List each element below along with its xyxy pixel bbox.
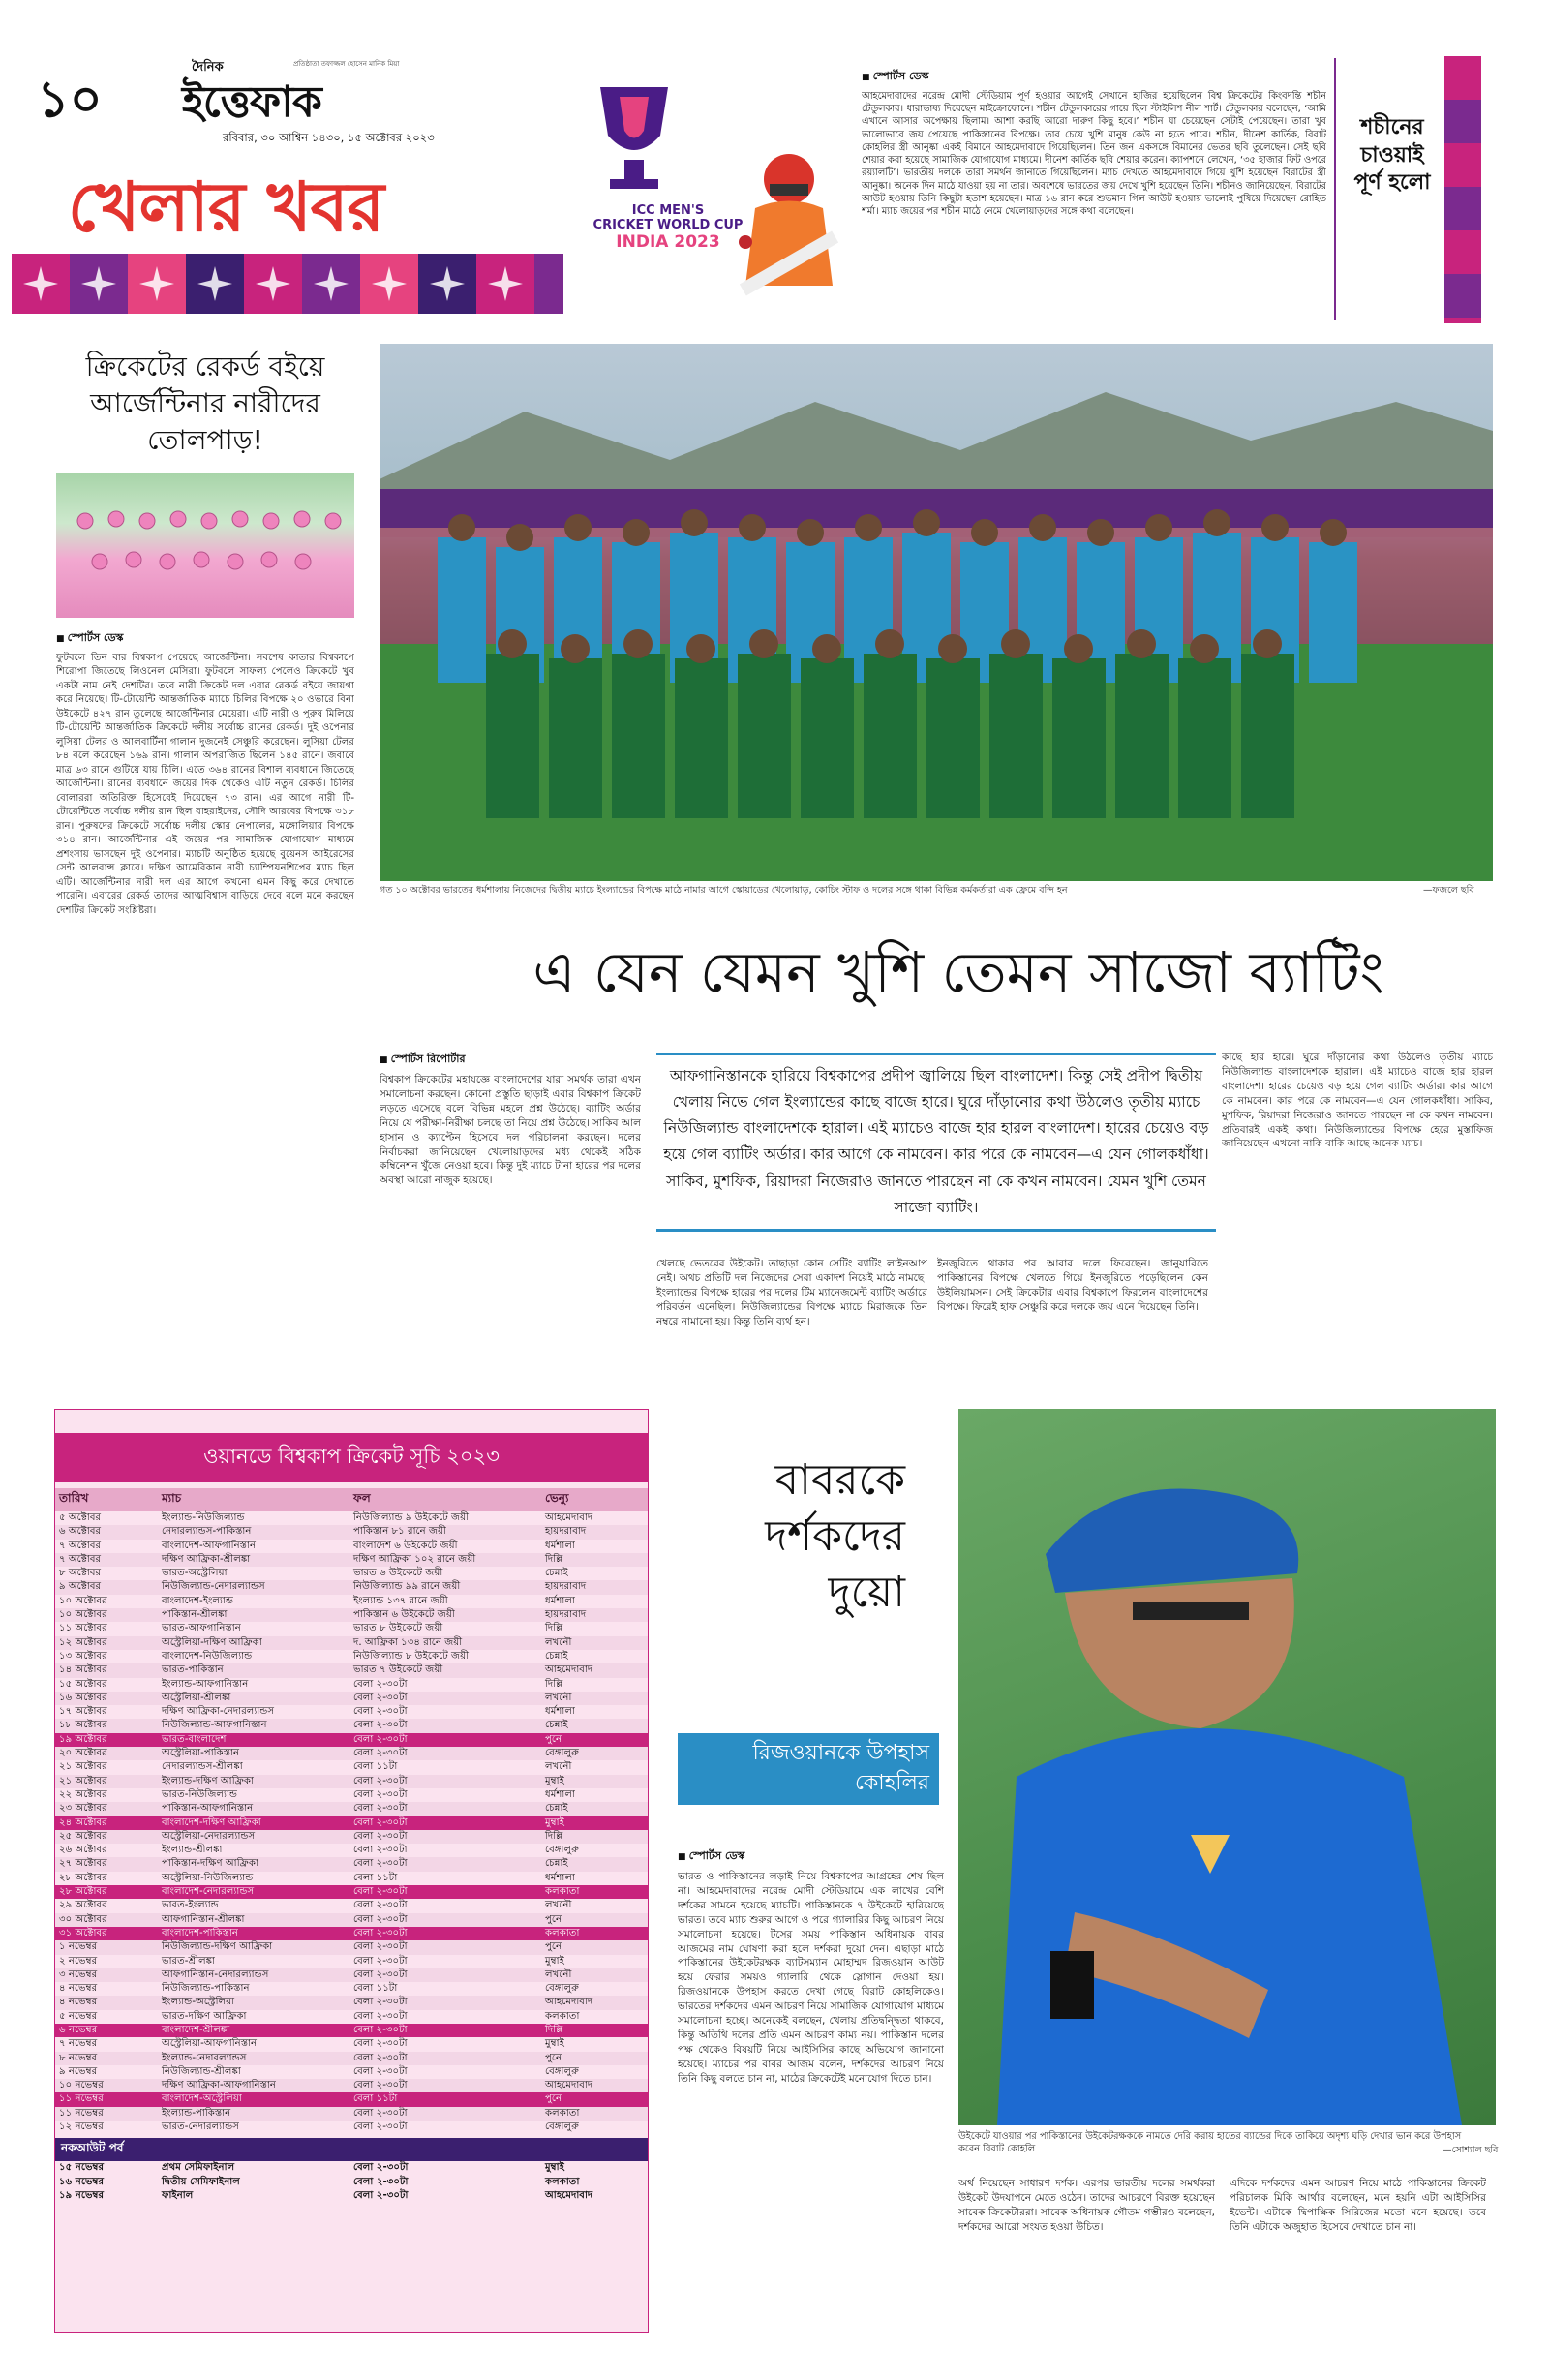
- schedule-venue: মুম্বাই: [545, 1955, 564, 1967]
- table-row: [55, 1927, 648, 1940]
- cup-line1: ICC MEN'S: [631, 203, 705, 218]
- schedule-date: ৬ অক্টোবর: [55, 1525, 158, 1539]
- schedule-match: বাংলাদেশ-আফগানিস্তান: [162, 1540, 257, 1551]
- babar-story-col-b: এদিকে দর্শকদের এমন আচরণ নিয়ে মাঠে পাকিস্তানের ক্রিকেট পরিচালক মিকি আর্থার বলেছেন, মনে হয়নি এটা আইসিসির ইভেন্ট। এটাকে দ্বিপাক্ষিক সিরিজের মতো মনে হয়েছে। তবে তিনি এটাকে অজুহাত হিসেবে দেখাতে চান না।: [1230, 2178, 1486, 2233]
- paper-tagline: প্রতিষ্ঠাতা তফাজ্জল হোসেন মানিক মিয়া: [293, 60, 400, 68]
- schedule-match: অস্ট্রেলিয়া-দক্ষিণ আফ্রিকা: [158, 1636, 349, 1650]
- table-row: [55, 1982, 648, 1996]
- header-pattern-banner: [12, 254, 563, 314]
- schedule-match: নিউজিল্যান্ড-দক্ষিণ আফ্রিকা: [158, 1940, 349, 1954]
- schedule-result: ইংল্যান্ড ১৩৭ রানে জয়ী: [353, 1595, 448, 1606]
- schedule-date: ২৬ অক্টোবর: [59, 1845, 107, 1856]
- knockout-title: নকআউট পর্ব: [55, 2138, 648, 2161]
- schedule-venue: পুনে: [541, 1913, 648, 1927]
- schedule-match: ভারত-আফগানিস্তান: [162, 1623, 241, 1634]
- schedule-match: বাংলাদেশ-নেদারল্যান্ডস: [158, 1885, 349, 1899]
- schedule-result: বেলা ২-৩০টা: [349, 1968, 541, 1982]
- schedule-venue: মুম্বাই: [545, 2162, 564, 2174]
- table-row: [55, 1913, 648, 1927]
- section-title: খেলার খবর: [68, 167, 384, 247]
- schedule-date: ২১ অক্টোবর: [55, 1775, 158, 1788]
- schedule-match: ভারত-পাকিস্তান: [158, 1663, 349, 1677]
- schedule-venue: মুম্বাই: [541, 1775, 648, 1788]
- schedule-match: দক্ষিণ আফ্রিকা-শ্রীলঙ্কা: [158, 1553, 349, 1567]
- schedule-result: বেলা ২-৩০টা: [349, 2052, 541, 2065]
- schedule-result: বেলা ২-৩০টা: [349, 1747, 541, 1760]
- schedule-match: অস্ট্রেলিয়া-আফগানিস্তান: [162, 2038, 258, 2050]
- schedule-venue: হায়দরাবাদ: [541, 1525, 648, 1539]
- page-number: ১০: [37, 70, 103, 129]
- trophy-icon: [571, 77, 697, 203]
- schedule-match: নিউজিল্যান্ড-পাকিস্তান: [162, 1983, 250, 1995]
- schedule-venue: মুম্বাই: [545, 2038, 564, 2050]
- schedule-result: বেলা ২-৩০টা: [349, 2079, 541, 2092]
- schedule-result: বেলা ২-৩০টা: [349, 1692, 541, 1705]
- schedule-result: পাকিস্তান ৮১ রানে জয়ী: [349, 1525, 541, 1539]
- schedule-result: বেলা ২-৩০টা: [353, 2176, 409, 2187]
- schedule-match: দ্বিতীয় সেমিফাইনাল: [162, 2176, 240, 2187]
- table-row: [55, 2065, 648, 2079]
- schedule-result: দ. আফ্রিকা ১৩৪ রানে জয়ী: [349, 1636, 541, 1650]
- schedule-venue: মুম্বাই: [541, 1816, 648, 1830]
- schedule-match: আফগানিস্তান-শ্রীলঙ্কা: [158, 1913, 349, 1927]
- schedule-result: বেলা ২-৩০টা: [353, 2065, 408, 2077]
- schedule-result: ভারত ৭ উইকেটে জয়ী: [349, 1663, 541, 1677]
- table-row: [55, 1636, 648, 1650]
- schedule-match: নেদারল্যান্ডস-পাকিস্তান: [158, 1525, 349, 1539]
- schedule-venue: লখনৌ: [541, 1636, 648, 1650]
- schedule-result: বেলা ২-৩০টা: [349, 1802, 541, 1816]
- table-row: [55, 2037, 648, 2051]
- schedule-header-venue: ভেন্যু: [541, 1488, 648, 1511]
- schedule-result: বেলা ২-৩০টা: [349, 1719, 541, 1732]
- schedule-result: বেলা ২-৩০টা: [353, 1706, 408, 1718]
- pullquote-text: আফগানিস্তানকে হারিয়ে বিশ্বকাপের প্রদীপ জ্বালিয়ে ছিল বাংলাদেশ। কিন্তু সেই প্রদীপ দ্বিতীয় খেলায় নিভে গেল ইংল্যান্ডের কাছে বাজে হারে। ঘুরে দাঁড়ানোর কথা উঠলেও তৃতীয় ম্যাচে নিউজিল্যান্ড বাংলাদেশকে হারাল। এই ম্যাচেও বাজে হার হারল বাংলাদেশ। হারের চেয়েও বড় হয়ে গেল ব্যাটিং অর্ডার। কার আগে কে নামবেন। কার পরে কে নামবেন—এ যেন গোলকধাঁধা। সাকিব, মুশফিক, রিয়াদরা নিজেরাও জানতে পারছেন না কে কখন নামবেন। যেমন খুশি তেমন সাজো ব্যাটিং।: [663, 1067, 1209, 1216]
- babar-story-body: ভারত ও পাকিস্তানের লড়াই নিয়ে বিশ্বকাপের আগ্রহের শেষ ছিল না। আহমেদাবাদের নরেন্দ্র মোদী স্টেডিয়ামে এক লাখের বেশি দর্শকের সামনে হয়েছে ম্যাচটি। পাকিস্তানকে ৭ উইকেটে হারিয়েছে ভারত। তবে ম্যাচ শুরুর আগে ও পরে গ্যালারির কিছু আচরণ নিয়ে সমালোচনা হয়েছে। টসের সময় পাকিস্তান অধিনায়ক বাবর আজমের নাম ঘোষণা করা হলে দর্শকরা দুয়ো দেন। এছাড়া মাঠে পাকিস্তানের উইকেটরক্ষক ব্যাটসম্যান মোহাম্মদ রিজওয়ান আউট হয়ে ফেরার সময়ও গ্যালারি থেকে স্লোগান দেওয়া হয়। রিজওয়ানকে উপহাস করতে দেখা গেছে বিরাট কোহলিকেও। ভারতের দর্শকদের এমন আচরণ নিয়ে সামাজিক যোগাযোগ মাধ্যমে সমালোচনা হচ্ছে। অনেকেই বলছেন, খেলায় প্রতিদ্বন্দ্বিতা থাকবে, কিন্তু অতিথি দলের প্রতি এমন আচরণ কাম্য নয়। পাকিস্তান দলের পক্ষ থেকেও বিষয়টি নিয়ে আইসিসির কাছে অভিযোগ জানানো হয়েছে। ম্যাচের পর বাবর আজম বলেন, দর্শকদের আচরণ নিয়ে তিনি কিছু বলতে চান না, মাঠের ক্রিকেটেই মনোযোগ দিতে চান।: [678, 1871, 944, 2085]
- paper-name: ইত্তেফাক: [182, 77, 321, 127]
- schedule-match: প্রথম সেমিফাইনাল: [162, 2162, 235, 2174]
- schedule-date: ১৭ অক্টোবর: [59, 1706, 107, 1718]
- virat-credit: —সোশ্যাল ছবি: [1443, 2145, 1499, 2155]
- schedule-match: ভারত-বাংলাদেশ: [158, 1733, 349, 1747]
- schedule-date: ২৩ অক্টোবর: [55, 1802, 158, 1816]
- main-story-pullquote: [656, 1053, 1216, 1232]
- schedule-match: নিউজিল্যান্ড-নেদারল্যান্ডস: [158, 1580, 349, 1594]
- main-headline: এ যেন যেমন খুশি তেমন সাজো ব্যাটিং: [532, 939, 1384, 1005]
- schedule-date: ২৮ অক্টোবর: [55, 1885, 158, 1899]
- schedule-match: ইংল্যান্ড-আফগানিস্তান: [162, 1678, 249, 1690]
- masthead: [37, 50, 579, 144]
- schedule-match: অস্ট্রেলিয়া-নিউজিল্যান্ড: [162, 1872, 254, 1883]
- schedule-result: ভারত ৮ উইকেটে জয়ী: [353, 1623, 443, 1634]
- schedule-venue: কলকাতা: [541, 1885, 648, 1899]
- schedule-venue: দিল্লি: [541, 1830, 648, 1844]
- schedule-match: ভারত-অস্ট্রেলিয়া: [162, 1568, 228, 1579]
- schedule-match: ইংল্যান্ড-নিউজিল্যান্ড: [162, 1512, 245, 1523]
- babar-story: [678, 1847, 944, 2359]
- left-story: [56, 629, 354, 1281]
- table-row: [55, 1968, 648, 1982]
- argentina-team-photo: [56, 473, 354, 618]
- schedule-date: ৯ অক্টোবর: [55, 1580, 158, 1594]
- table-row: [55, 2024, 648, 2037]
- table-row: [55, 1525, 648, 1539]
- table-row: [55, 2052, 648, 2065]
- table-row: [55, 1816, 648, 1830]
- schedule-result: দক্ষিণ আফ্রিকা ১০২ রানে জয়ী: [349, 1553, 541, 1567]
- virat-caption: উইকেটে যাওয়ার পর পাকিস্তানের উইকেটরক্ষককে নামতে দেরি করায় হাতের ব্যান্ডের দিকে তাকিয়ে অদৃশ্য ঘড়ি দেখার ভান করে উপহাস করেন বিরাট কোহলি: [958, 2131, 1462, 2155]
- schedule-result: বেলা ২-৩০টা: [349, 1816, 541, 1830]
- schedule-venue: ধর্মশালা: [545, 1788, 575, 1800]
- schedule-venue: পুনে: [541, 2052, 648, 2065]
- top-story-byline: ■ স্পোর্টস ডেস্ক: [862, 68, 1326, 86]
- table-row: [55, 1719, 648, 1732]
- schedule-result: ভারত ৬ উইকেটে জয়ী: [353, 1568, 443, 1579]
- schedule-match: বাংলাদেশ-দক্ষিণ আফ্রিকা: [158, 1816, 349, 1830]
- schedule-table: [55, 1488, 648, 2134]
- table-row: [55, 2010, 648, 2024]
- schedule-date: ১৯ অক্টোবর: [55, 1733, 158, 1747]
- schedule-result: বেলা ২-৩০টা: [349, 1775, 541, 1788]
- schedule-match: পাকিস্তান-শ্রীলঙ্কা: [158, 1608, 349, 1622]
- schedule-result: বেলা ২-৩০টা: [349, 1940, 541, 1954]
- schedule-date: ৭ নভেম্বর: [59, 2038, 98, 2050]
- schedule-date: ৪ নভেম্বর: [55, 1996, 158, 2009]
- table-row: [55, 2176, 648, 2189]
- schedule-match: দক্ষিণ আফ্রিকা-নেদারল্যান্ডস: [162, 1706, 275, 1718]
- schedule-venue: বেঙ্গালুরু: [545, 2065, 579, 2077]
- schedule-venue: বেঙ্গালুরু: [545, 1983, 579, 1995]
- schedule-result: নিউজিল্যান্ড ৯ উইকেটে জয়ী: [353, 1512, 470, 1523]
- table-row: [55, 1608, 648, 1622]
- schedule-venue: কলকাতা: [545, 2176, 580, 2187]
- schedule-result: বেলা ২-৩০টা: [349, 1913, 541, 1927]
- table-row: [55, 1663, 648, 1677]
- schedule-venue: হায়দরাবাদ: [541, 1608, 648, 1622]
- babar-headline: বাবরকে দর্শকদের দুয়ো: [765, 1455, 905, 1618]
- schedule-match: অস্ট্রেলিয়া-নেদারল্যান্ডস: [158, 1830, 349, 1844]
- table-row: [55, 1692, 648, 1705]
- table-row: [55, 1650, 648, 1663]
- schedule-match: অস্ট্রেলিয়া-শ্রীলঙ্কা: [158, 1692, 349, 1705]
- schedule-date: ১৪ অক্টোবর: [55, 1663, 158, 1677]
- schedule-header-result: ফল: [349, 1488, 541, 1511]
- main-story-col1: [380, 1051, 641, 1294]
- schedule-match: ভারত-দক্ষিণ আফ্রিকা: [162, 2010, 247, 2022]
- schedule-date: ২ নভেম্বর: [59, 1955, 98, 1967]
- schedule-date: ১০ অক্টোবর: [55, 1608, 158, 1622]
- schedule-venue: কলকাতা: [541, 1927, 648, 1940]
- schedule-date: ২০ অক্টোবর: [55, 1747, 158, 1760]
- schedule-result: বেলা ২-৩০টা: [349, 1857, 541, 1871]
- schedule-venue: চেন্নাই: [545, 1568, 568, 1579]
- table-row: [55, 1775, 648, 1788]
- schedule-result: বেলা ১১টা: [349, 2092, 541, 2106]
- schedule-venue: পুনে: [541, 1733, 648, 1747]
- babar-story-col-a: অর্থ নিয়েছেন সাধারণ দর্শক। এরপর ভারতীয় দলের সমর্থকরা উইকেট উদযাপনে মেতে ওঠেন। তাদের আচরণে বিরক্ত হয়েছেন সাবেক ক্রিকেটাররা। সাবেক অধিনায়ক গৌতম গম্ভীরও বলেছেন, দর্শকদের আরো সংযত হওয়া উচিত।: [958, 2178, 1215, 2233]
- table-row: [55, 1747, 648, 1760]
- schedule-date: ১৩ অক্টোবর: [59, 1650, 107, 1662]
- schedule-venue: আহমেদাবাদ: [545, 1512, 593, 1523]
- schedule-result: বেলা ১১টা: [353, 1761, 398, 1773]
- column-rule: [1334, 58, 1336, 320]
- schedule-result: নিউজিল্যান্ড ৯৯ রানে জয়ী: [349, 1580, 541, 1594]
- schedule-match: ভারত-শ্রীলঙ্কা: [162, 1955, 215, 1967]
- table-row: [55, 1733, 648, 1747]
- schedule-venue: কলকাতা: [541, 2107, 648, 2121]
- schedule-venue: চেন্নাই: [545, 1650, 568, 1662]
- table-row: [55, 1885, 648, 1899]
- schedule-match: ফাইনাল: [162, 2189, 194, 2201]
- schedule-match: বাংলাদেশ-ইংল্যান্ড: [162, 1595, 234, 1606]
- table-row: [55, 1788, 648, 1802]
- table-row: [55, 2161, 648, 2175]
- schedule-date: ১৬ নভেম্বর: [59, 2176, 105, 2187]
- schedule-venue: আহমেদাবাদ: [541, 2079, 648, 2092]
- team-photo-credit: —ফজলে ছবি: [1423, 885, 1474, 896]
- paper-top-label: দৈনিক: [192, 60, 224, 75]
- table-row: [55, 2121, 648, 2134]
- header-pattern-banner-right: [1444, 56, 1481, 323]
- main-story-col2: খেলছে ভেতরের উইকেট। তাছাড়া কোন সেটিং ব্যাটিং লাইনআপ নেই। অথচ প্রতিটি দল নিজেদের সেরা একাদশ নিয়েই মাঠে নামছে। ইংল্যান্ডের বিপক্ষে হারের পর দলের টিম ম্যানেজমেন্ট ব্যাটিং অর্ডারে পরিবর্তন এনেছিল। নিউজিল্যান্ডের বিপক্ষে ম্যাচে মিরাজকে তিন নম্বরে নামানো হয়। কিন্তু তিনি ব্যর্থ হন।: [656, 1258, 927, 1327]
- schedule-result: বেলা ২-৩০টা: [353, 2121, 408, 2133]
- schedule-match: বাংলাদেশ-নিউজিল্যান্ড: [162, 1650, 253, 1662]
- schedule-match: ইংল্যান্ড-দক্ষিণ আফ্রিকা: [158, 1775, 349, 1788]
- schedule-match: ইংল্যান্ড-অস্ট্রেলিয়া: [158, 1996, 349, 2009]
- schedule-result: বেলা ২-৩০টা: [353, 1955, 408, 1967]
- schedule-date: ৮ অক্টোবর: [59, 1568, 102, 1579]
- schedule-match: ভারত-নেদারল্যান্ডস: [162, 2121, 239, 2133]
- schedule-result: বেলা ২-৩০টা: [353, 1788, 408, 1800]
- top-story-body: আহমেদাবাদের নরেন্দ্র মোদী স্টেডিয়াম পূর্ণ হওয়ার আগেই সেখানে হাজির হয়েছিলেন বিশ্ব ক্রিকেটের কিংবদন্তি শচীন টেন্ডুলকার। ধারাভাষ্য দিয়েছেন মাইক্রোফোনে। শচীন টেন্ডুলকারের গায়ে ছিল স্টাইলিশ নীল শার্ট। টেন্ডুলকার বলেছেন, ‘আমি এখানে আসার অপেক্ষায় ছিলাম। আশা করছি আরো দারুণ কিছু হবে।’ শচীন যা চেয়েছেন সেটাই পেয়েছেন। তারা খুব ভালোভাবে জয় পেয়েছে পাকিস্তানের বিপক্ষে। তার চেয়ে খুশি মানুষ কেউ না হতে পারে। শচীন, দীনেশ কার্তিক, বিরাট কোহলির স্ত্রী আনুষ্কা একই বিমানে আহমেদাবাদে গিয়েছিলেন। তিন জন একসঙ্গে বিমানের ভেতর ছবি তুলেছেন। সেই ছবি শেয়ার করা হয়েছে সামাজিক যোগাযোগ মাধ্যমে। দীনেশ কার্তিক ছবি শেয়ার করেন। ক্যাপশনে লেখেন, ‘৩৫ হাজার ফিট ওপরে রয়্যালটি’। ভারতীয় দলকে তারা সমর্থন জানাতে গিয়েছিলেন। ম্যাচ দেখতে আহমেদাবাদে গিয়ে খুশি হয়েছেন বিরাটের স্ত্রী আনুষ্কা। অনেক দিন মাঠে যাওয়া হয় না তার। অবশেষে ভারতের জয় দেখে খুশি হয়েছেন তিনি। শচীনও জানিয়েছেন, বিরাটের আউট হওয়ায় তিনি কিছুটা হতাশ হয়েছেন। মাত্র ১৬ রান করে শুভমান গিল আউট হওয়ায় ভালোই পুষিয়ে দিয়েছেন রোহিত শর্মা। ম্যাচ জয়ের পর শচীন মাঠে নেমে খেলোয়াড়দের সঙ্গে কথা বলেছেন।: [862, 91, 1326, 217]
- schedule-date: ৩০ অক্টোবর: [55, 1913, 158, 1927]
- table-row: [55, 1844, 648, 1857]
- main-story-col1-text: বিশ্বকাপ ক্রিকেটের মহাযজ্ঞে বাংলাদেশের যারা সমর্থক তারা এখন সমালোচনা করছেন। কোনো প্রস্তুতি ছাড়াই এবার বিশ্বকাপ ক্রিকেট লড়তে এসেছে বলে বিভিন্ন মহলে প্রশ্ন উঠেছে। ব্যাটিং অর্ডার নিয়ে যে পরীক্ষা-নিরীক্ষা চলছে তা নিয়ে প্রশ্ন উঠেছে। সাকিব আল হাসান ও ক্যাপ্টেন হিসেবে দল পরিচালনা করছেন। দলের নির্বাচকরা জানিয়েছেন খেলোয়াড়দের মধ্য থেকেই সঠিক কম্বিনেশন খুঁজে নেওয়া হবে। কিন্তু দুই ম্যাচে টানা হারের পর দলের অবস্থা আরো নাজুক হয়েছে।: [380, 1074, 641, 1187]
- schedule-venue: চেন্নাই: [541, 1719, 648, 1732]
- schedule-date: ১২ নভেম্বর: [59, 2121, 104, 2133]
- schedule-result: বেলা ১১টা: [353, 1983, 398, 1995]
- schedule-venue: ধর্মশালা: [545, 1872, 575, 1883]
- schedule-date: ৩ নভেম্বর: [55, 1968, 158, 1982]
- cup-line3: INDIA 2023: [616, 232, 720, 252]
- schedule-result: বেলা ২-৩০টা: [353, 2038, 408, 2050]
- schedule-result: বেলা ২-৩০টা: [353, 2010, 408, 2022]
- schedule-venue: বেঙ্গালুরু: [541, 1747, 648, 1760]
- table-row: [55, 2079, 648, 2092]
- table-row: [55, 1580, 648, 1594]
- schedule-venue: বেঙ্গালুরু: [545, 1845, 579, 1856]
- schedule-match: আফগানিস্তান-নেদারল্যান্ডস: [158, 1968, 349, 1982]
- table-row: [55, 1996, 648, 2009]
- schedule-venue: দিল্লি: [541, 1553, 648, 1567]
- knockout-table: [55, 2161, 648, 2203]
- schedule-venue: লখনৌ: [545, 1761, 572, 1773]
- table-row: [55, 1899, 648, 1912]
- schedule-date: ৫ অক্টোবর: [59, 1512, 102, 1523]
- schedule-date: ৭ অক্টোবর: [59, 1540, 102, 1551]
- schedule-venue: দিল্লি: [541, 2024, 648, 2037]
- babar-story-byline: ■ স্পোর্টস ডেস্ক: [678, 1847, 944, 1866]
- schedule-date: ১১ নভেম্বর: [55, 2107, 158, 2121]
- schedule-result: বেলা ২-৩০টা: [349, 1830, 541, 1844]
- schedule-date: ২২ অক্টোবর: [59, 1788, 107, 1800]
- schedule-result: বেলা ২-৩০টা: [349, 1996, 541, 2009]
- team-photo-caption: গত ১০ অক্টোবর ভারতের ধর্মশালায় নিজেদের দ্বিতীয় ম্যাচে ইংল্যান্ডের বিপক্ষে মাঠে নামার আগে স্কোয়াডের খেলোয়াড়, কোচিং স্টাফ ও দলের সঙ্গে থাকা বিভিন্ন কর্মকর্তারা এক ফ্রেমে বন্দি হন: [380, 885, 1068, 896]
- schedule-date: ৫ নভেম্বর: [59, 2010, 98, 2022]
- schedule-date: ১০ নভেম্বর: [55, 2079, 158, 2092]
- schedule-match: পাকিস্তান-আফগানিস্তান: [158, 1802, 349, 1816]
- schedule-result: বেলা ২-৩০টা: [353, 2189, 409, 2201]
- table-row: [55, 1511, 648, 1525]
- schedule-venue: ধর্মশালা: [545, 1706, 575, 1718]
- schedule-match: দক্ষিণ আফ্রিকা-আফগানিস্তান: [158, 2079, 349, 2092]
- table-row: [55, 1705, 648, 1719]
- schedule-title: ওয়ানডে বিশ্বকাপ ক্রিকেট সূচি ২০২৩: [55, 1433, 648, 1482]
- schedule-result: বেলা ২-৩০টা: [349, 2107, 541, 2121]
- schedule-rows: [55, 1511, 648, 2134]
- schedule-match: ভারত-নিউজিল্যান্ড: [162, 1788, 238, 1800]
- schedule-venue: দিল্লি: [545, 1623, 563, 1634]
- schedule-date: ২৯ অক্টোবর: [59, 1900, 107, 1911]
- schedule-result: বেলা ১১টা: [353, 1872, 398, 1883]
- schedule-result: বেলা ২-৩০টা: [349, 1885, 541, 1899]
- schedule-box: [54, 1409, 649, 2333]
- schedule-venue: ধর্মশালা: [545, 1540, 575, 1551]
- schedule-result: পাকিস্তান ৬ উইকেটে জয়ী: [349, 1608, 541, 1622]
- schedule-result: বেলা ২-৩০টা: [353, 2162, 409, 2174]
- schedule-match: নেদারল্যান্ডস-শ্রীলঙ্কা: [162, 1761, 243, 1773]
- knockout-rows: [55, 2161, 648, 2203]
- table-row: [55, 1872, 648, 1885]
- top-story: [862, 68, 1326, 332]
- schedule-venue: চেন্নাই: [541, 1857, 648, 1871]
- schedule-date: ১২ অক্টোবর: [55, 1636, 158, 1650]
- table-row: [55, 1678, 648, 1692]
- schedule-venue: লখনৌ: [541, 1968, 648, 1982]
- schedule-result: বেলা ২-৩০টা: [353, 1900, 408, 1911]
- schedule-venue: হায়দরাবাদ: [541, 1580, 648, 1594]
- issue-date: রবিবার, ৩০ আশ্বিন ১৪৩০, ১৫ অক্টোবর ২০২৩: [223, 131, 435, 144]
- schedule-match: বাংলাদেশ-শ্রীলঙ্কা: [158, 2024, 349, 2037]
- schedule-venue: চেন্নাই: [541, 1802, 648, 1816]
- top-story-headline: শচীনের চাওয়াই পূর্ণ হলো: [1353, 115, 1431, 196]
- schedule-match: বাংলাদেশ-পাকিস্তান: [158, 1927, 349, 1940]
- schedule-date: ১০ অক্টোবর: [59, 1595, 107, 1606]
- schedule-result: বেলা ২-৩০টা: [353, 1845, 408, 1856]
- main-story-byline: ■ স্পোর্টস রিপোর্টার: [380, 1051, 641, 1069]
- table-row: [55, 1553, 648, 1567]
- schedule-match: নিউজিল্যান্ড-শ্রীলঙ্কা: [162, 2065, 241, 2077]
- schedule-venue: কলকাতা: [545, 2010, 580, 2022]
- schedule-venue: লখনৌ: [545, 1900, 572, 1911]
- schedule-date: ১৫ অক্টোবর: [59, 1678, 107, 1690]
- schedule-date: ২১ অক্টোবর: [59, 1761, 107, 1773]
- schedule-match: বাংলাদেশ-অস্ট্রেলিয়া: [158, 2092, 349, 2106]
- table-row: [55, 1567, 648, 1580]
- table-row: [55, 2092, 648, 2106]
- schedule-venue: বেঙ্গালুরু: [545, 2121, 579, 2133]
- schedule-match: অস্ট্রেলিয়া-পাকিস্তান: [158, 1747, 349, 1760]
- schedule-date: ৯ নভেম্বর: [59, 2065, 98, 2077]
- schedule-date: ১১ অক্টোবর: [59, 1623, 107, 1634]
- schedule-result: বেলা ২-৩০টা: [349, 2024, 541, 2037]
- schedule-date: ১ নভেম্বর: [55, 1940, 158, 1954]
- table-row: [55, 1940, 648, 1954]
- schedule-venue: দিল্লি: [545, 1678, 563, 1690]
- schedule-date: ৬ নভেম্বর: [55, 2024, 158, 2037]
- schedule-match: ইংল্যান্ড-নেদারল্যান্ডস: [158, 2052, 349, 2065]
- table-row: [55, 2189, 648, 2203]
- schedule-result: বেলা ২-৩০টা: [353, 1678, 408, 1690]
- schedule-date: ৩১ অক্টোবর: [55, 1927, 158, 1940]
- schedule-date: ১১ নভেম্বর: [55, 2092, 158, 2106]
- schedule-venue: ধর্মশালা: [545, 1595, 575, 1606]
- schedule-date: ২৪ অক্টোবর: [55, 1816, 158, 1830]
- team-photo: [380, 344, 1493, 881]
- main-story-col3: ইনজুরিতে থাকার পর আবার দলে ফিরেছেন। জানুয়ারিতে পাকিস্তানের বিপক্ষে খেলতে গিয়ে ইনজুরিতে পড়েছিলেন কেন উইলিয়ামসন। সেই ক্রিকেটার এবার বিশ্বকাপে ফিরলেন বাংলাদেশের বিপক্ষে। ফিরেই হাফ সেঞ্চুরি করে দলকে জয় এনে দিয়েছেন তিনি।: [937, 1258, 1208, 1313]
- table-row: [55, 1622, 648, 1635]
- schedule-date: ৮ নভেম্বর: [55, 2052, 158, 2065]
- schedule-header-match: ম্যাচ: [158, 1488, 349, 1511]
- babar-subhead: রিজওয়ানকে উপহাস কোহলির: [678, 1733, 939, 1805]
- schedule-venue: পুনে: [541, 2092, 648, 2106]
- left-story-byline: ■ স্পোর্টস ডেস্ক: [56, 629, 354, 648]
- schedule-date: ৭ অক্টোবর: [55, 1553, 158, 1567]
- table-row: [55, 1802, 648, 1816]
- schedule-match: পাকিস্তান-দক্ষিণ আফ্রিকা: [158, 1857, 349, 1871]
- table-row: [55, 1955, 648, 1968]
- schedule-venue: আহমেদাবাদ: [541, 1996, 648, 2009]
- schedule-match: নিউজিল্যান্ড-আফগানিস্তান: [158, 1719, 349, 1732]
- schedule-date: ১৫ নভেম্বর: [59, 2162, 105, 2174]
- schedule-match: ইংল্যান্ড-শ্রীলঙ্কা: [162, 1845, 223, 1856]
- schedule-date: ২৭ অক্টোবর: [55, 1857, 158, 1871]
- schedule-match: ভারত-ইংল্যান্ড: [162, 1900, 219, 1911]
- schedule-result: নিউজিল্যান্ড ৮ উইকেটে জয়ী: [353, 1650, 470, 1662]
- schedule-date: ১৯ নভেম্বর: [59, 2189, 105, 2201]
- table-row: [55, 1830, 648, 1844]
- schedule-date: ৪ নভেম্বর: [59, 1983, 98, 1995]
- main-story-col4: কাছে হার হারে। ঘুরে দাঁড়ানোর কথা উঠলেও তৃতীয় ম্যাচে নিউজিল্যান্ড বাংলাদেশকে হারাল। এই ম্যাচেও বাজে হার হারল বাংলাদেশ। হারের চেয়েও বড় হয়ে গেল ব্যাটিং অর্ডার। কার আগে কে নামবেন। কার পরে কে নামবেন—এ যেন গোলকধাঁধা। সাকিব, মুশফিক, রিয়াদরা নিজেরাও জানতে পারছেন না কে কখন নামবেন। প্রতিবারই একই কথা। নিউজিল্যান্ডের বিপক্ষে হেরে মুস্তাফিজ জানিয়েছেন এখনো নাকি বাকি আছে অনেক ম্যাচ।: [1222, 1052, 1493, 1150]
- schedule-header-date: তারিখ: [55, 1488, 158, 1511]
- schedule-date: ২৮ অক্টোবর: [59, 1872, 107, 1883]
- table-row: [55, 1540, 648, 1553]
- schedule-date: ২৫ অক্টোবর: [55, 1830, 158, 1844]
- cup-line2: CRICKET WORLD CUP: [592, 218, 744, 232]
- schedule-result: বাংলাদেশ ৬ উইকেটে জয়ী: [353, 1540, 458, 1551]
- schedule-venue: আহমেদাবাদ: [545, 2189, 593, 2201]
- left-story-body: ফুটবলে তিন বার বিশ্বকাপ পেয়েছে আর্জেন্টিনা। সবশেষ কাতার বিশ্বকাপে শিরোপা জিতেছে লিওনেল মেসিরা। ফুটবলে সাফল্য পেলেও ক্রিকেটে খুব একটা নাম নেই দেশটির। তবে নারী ক্রিকেট দল এবার রেকর্ড বইয়ে জায়গা করে নিয়েছে। টি-টোয়েন্টি আন্তর্জাতিক ম্যাচে চিলির বিপক্ষে ২০ ওভারে বিনা উইকেটে ৪২৭ রান তুলেছে আর্জেন্টিনার মেয়েরা। এটি নারী ও পুরুষ মিলিয়ে টি-টোয়েন্টি আন্তর্জাতিক ক্রিকেটে দলীয় সর্বোচ্চ রানের রেকর্ড। দুই ওপেনার লুসিয়া টেলর ও আলবার্টিনা গালান দুজনেই সেঞ্চুরি করেছেন। লুসিয়া টেলর ৮৪ বলে করেছেন ১৬৯ রান। গালান অপরাজিত ছিলেন ১৪৫ রানে। জবাবে মাত্র ৬৩ রানে গুটিয়ে যায় চিলি। এতে ৩৬৪ রানের বিশাল ব্যবধানে জিতেছে আর্জেন্টিনা। রানের ব্যবধানে জয়ের দিক থেকেও এটি নতুন রেকর্ড। চিলির বোলাররা অতিরিক্ত হিসেবেই দিয়েছেন ৭৩ রান। এর আগে নারী টি-টোয়েন্টিতে সর্বোচ্চ দলীয় রান ছিল বাহরাইনের, সৌদি আরবের বিপক্ষে ৩১৮ রান। পুরুষদের ক্রিকেটে সর্বোচ্চ দলীয় স্কোর নেপালের, মঙ্গোলিয়ার বিপক্ষে ৩১৪ রান। আর্জেন্টিনার এই জয়ের পর সামাজিক যোগাযোগ মাধ্যমে প্রশংসায় ভাসছেন দুই ওপেনার। ম্যাচটি অনুষ্ঠিত হয়েছে বুয়েনস আইরেসের সেন্ট আলবান্স ক্লাবে। দক্ষিণ আমেরিকান নারী চ্যাম্পিয়নশিপের ম্যাচ ছিল এটি। আর্জেন্টিনার নারী দল এর আগে কখনো এমন কিছু করে দেখাতে পারেনি। এবারের রেকর্ড তাদের আত্মবিশ্বাস বাড়িয়ে দেবে বলে মনে করছেন দেশটির ক্রিকেট সংশ্লিষ্টরা।: [56, 653, 354, 916]
- schedule-date: ১৮ অক্টোবর: [55, 1719, 158, 1732]
- schedule-venue: লখনৌ: [541, 1692, 648, 1705]
- table-row: [55, 1857, 648, 1871]
- table-row: [55, 2107, 648, 2121]
- table-row: [55, 1595, 648, 1608]
- schedule-result: বেলা ২-৩০টা: [349, 1733, 541, 1747]
- batsman-illustration: [716, 140, 862, 315]
- schedule-venue: আহমেদাবাদ: [541, 1663, 648, 1677]
- schedule-result: বেলা ২-৩০টা: [349, 1927, 541, 1940]
- schedule-venue: পুনে: [541, 1940, 648, 1954]
- table-row: [55, 1760, 648, 1774]
- schedule-match: ইংল্যান্ড-পাকিস্তান: [158, 2107, 349, 2121]
- left-story-headline: ক্রিকেটের রেকর্ড বইয়ে আর্জেন্টিনার নারীদের তোলপাড়!: [85, 351, 325, 456]
- virat-photo: [958, 1409, 1496, 2125]
- schedule-date: ১৬ অক্টোবর: [55, 1692, 158, 1705]
